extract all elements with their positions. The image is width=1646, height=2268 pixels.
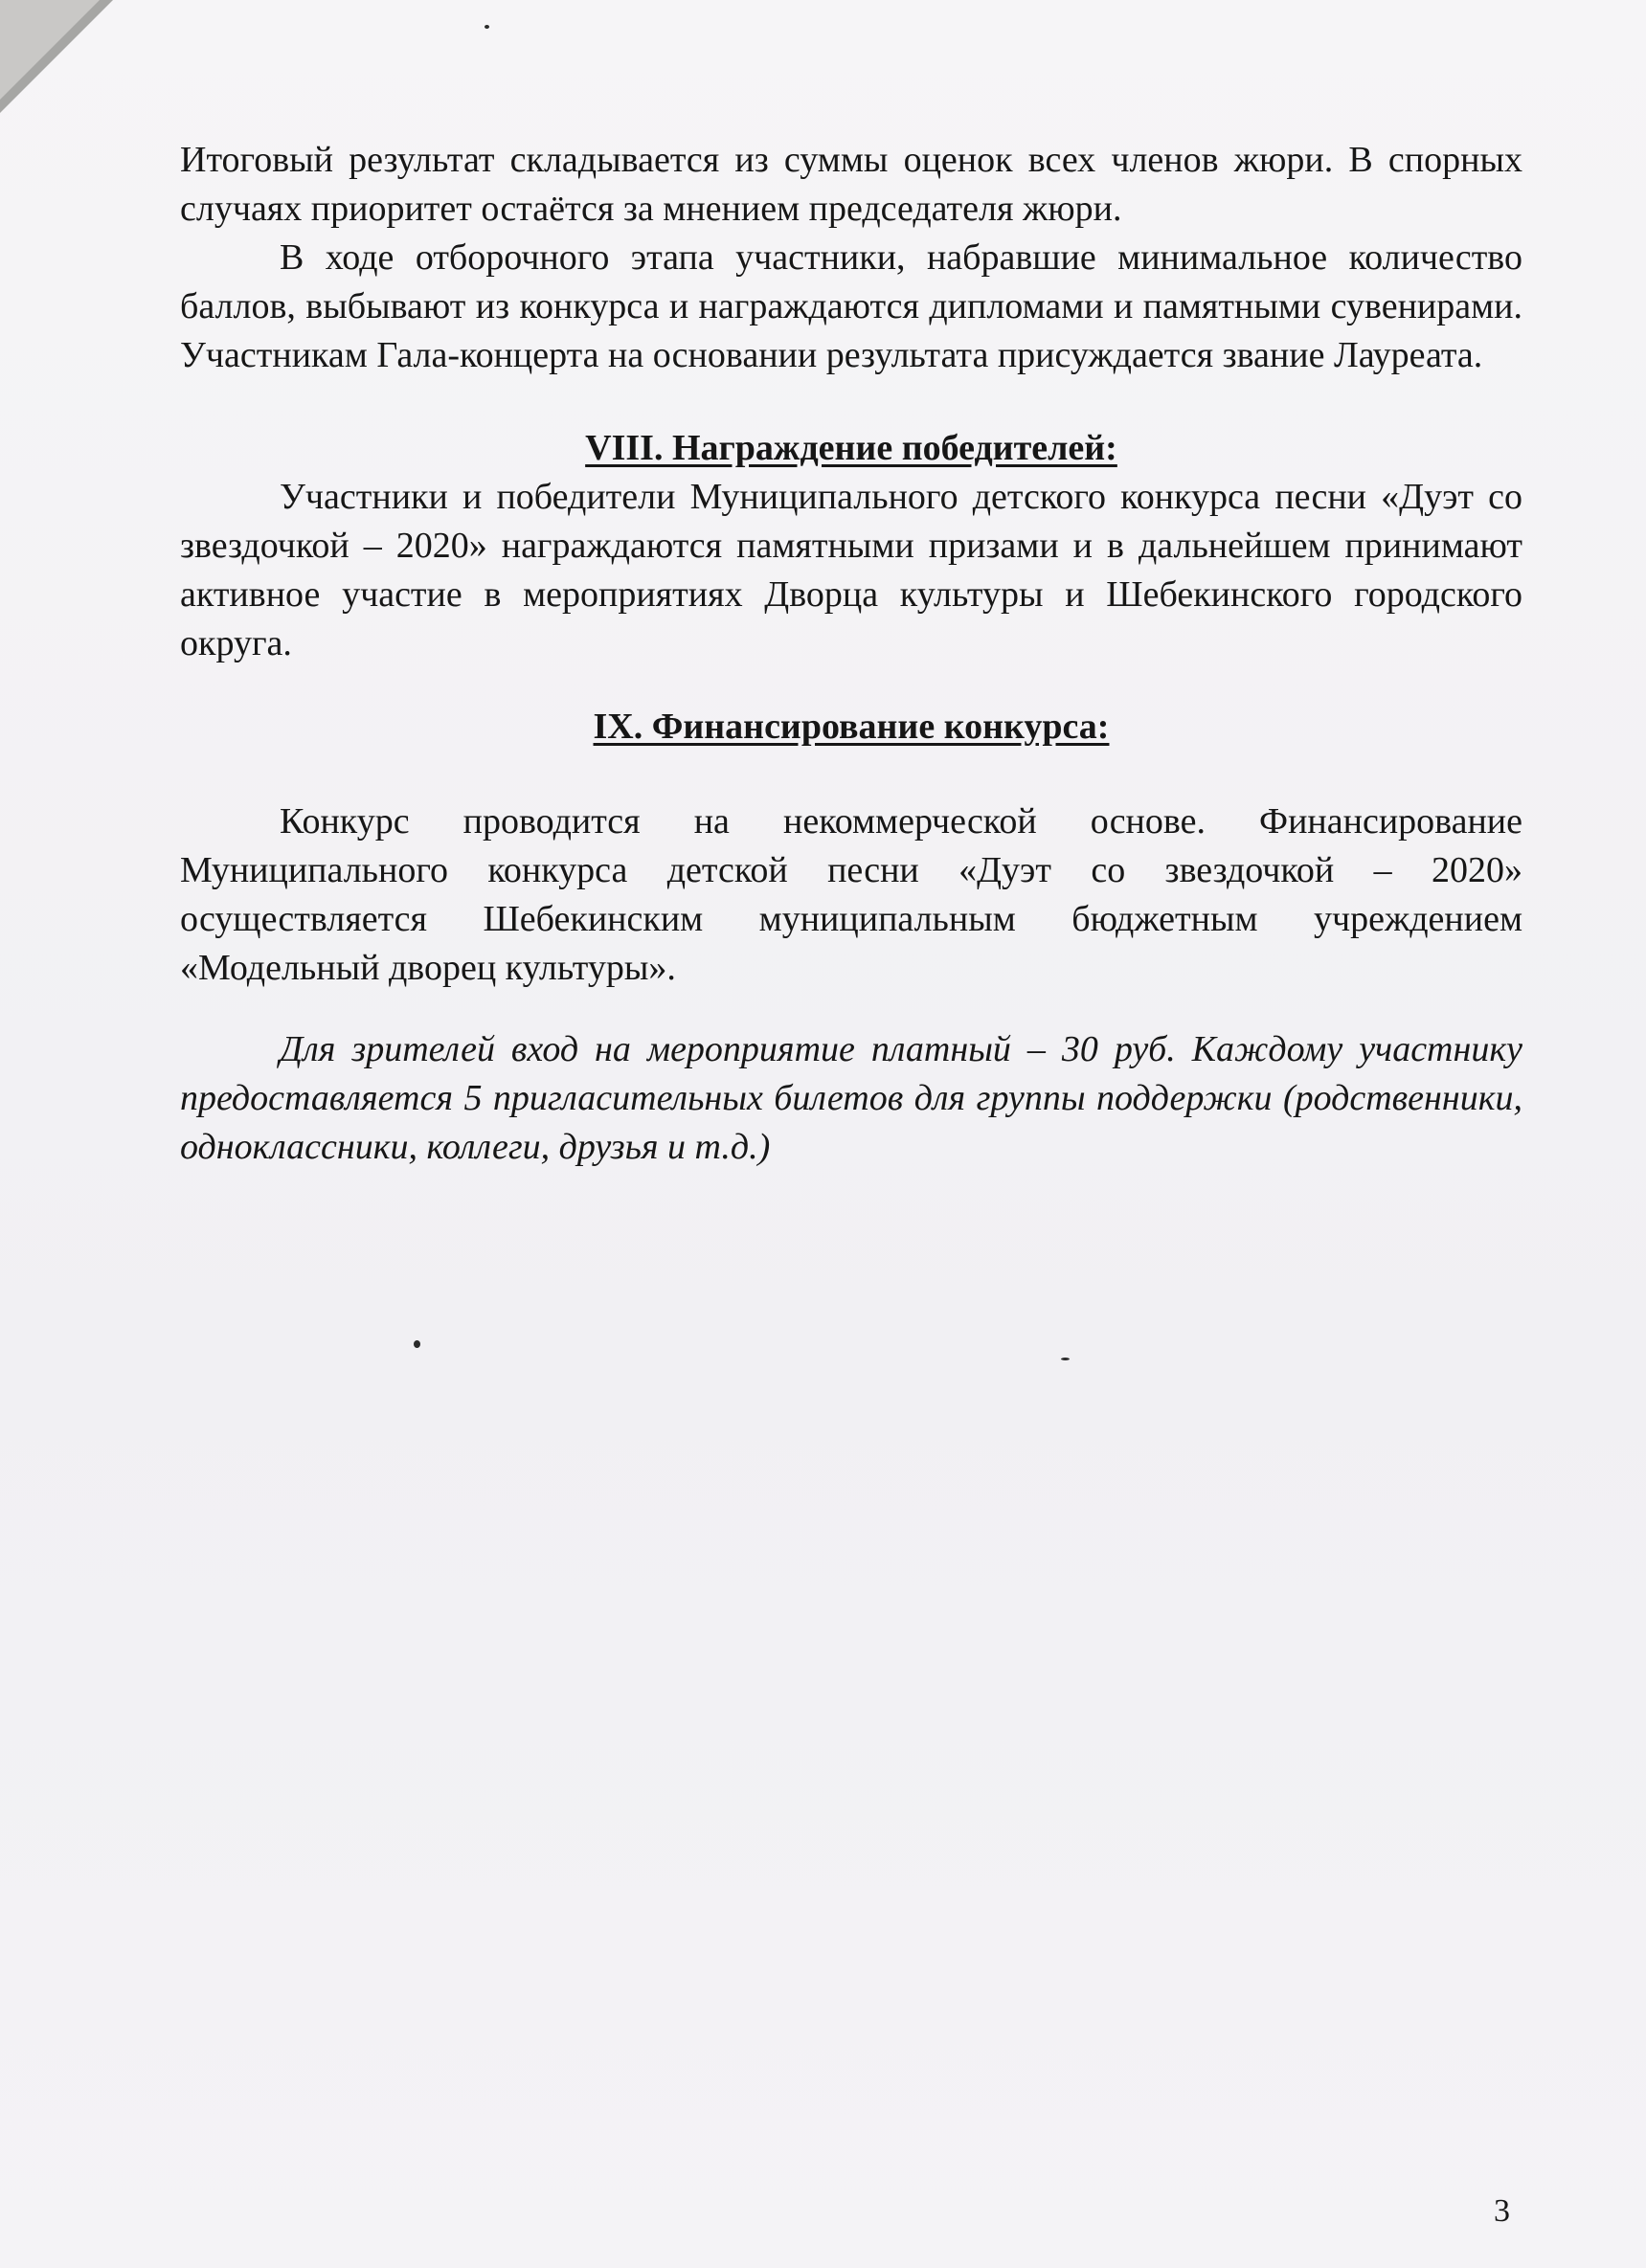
paragraph-selection-stage: В ходе отборочного этапа участники, набравшие минимальное количество баллов, выбывают из конкурса и награждаются дипломами и памятными сувенирами. Участникам Гала-концерта на основании результата присуждается звание Лауреата. (180, 237, 1522, 375)
page-number: 3 (1494, 2193, 1510, 2229)
document-body (180, 124, 1522, 1172)
scan-speck (1061, 1358, 1070, 1360)
paragraph-ticket-info: Для зрителей вход на мероприятие платный – 30 руб. Каждому участнику предоставляется 5 пригласительных билетов для группы поддержки (родственники, одноклассники, коллеги, друзья и т.д.) (180, 1029, 1522, 1167)
paragraph-jury-result: Итоговый результат складывается из суммы оценок всех членов жюри. В спорных случаях приоритет остаётся за мнением председателя жюри. (180, 140, 1522, 229)
scan-speck (485, 25, 489, 29)
paragraph-financing: Конкурс проводится на некоммерческой основе. Финансирование Муниципального конкурса детской песни «Дуэт со звездочкой – 2020» осуществляется Шебекинским муниципальным бюджетным учреждением «Модельный дворец культуры». (180, 801, 1522, 988)
folded-corner-inner (0, 0, 100, 100)
heading-section-9: IX. Финансирование конкурса: (593, 707, 1110, 747)
heading-section-8: VIII. Награждение победителей: (585, 428, 1117, 468)
scan-speck (414, 1340, 420, 1348)
paragraph-awards: Участники и победители Муниципального детского конкурса песни «Дуэт со звездочкой – 2020» награждаются памятными призами и в дальнейшем принимают активное участие в мероприятиях Дворца культуры и Шебекинского городского округа. (180, 477, 1522, 663)
